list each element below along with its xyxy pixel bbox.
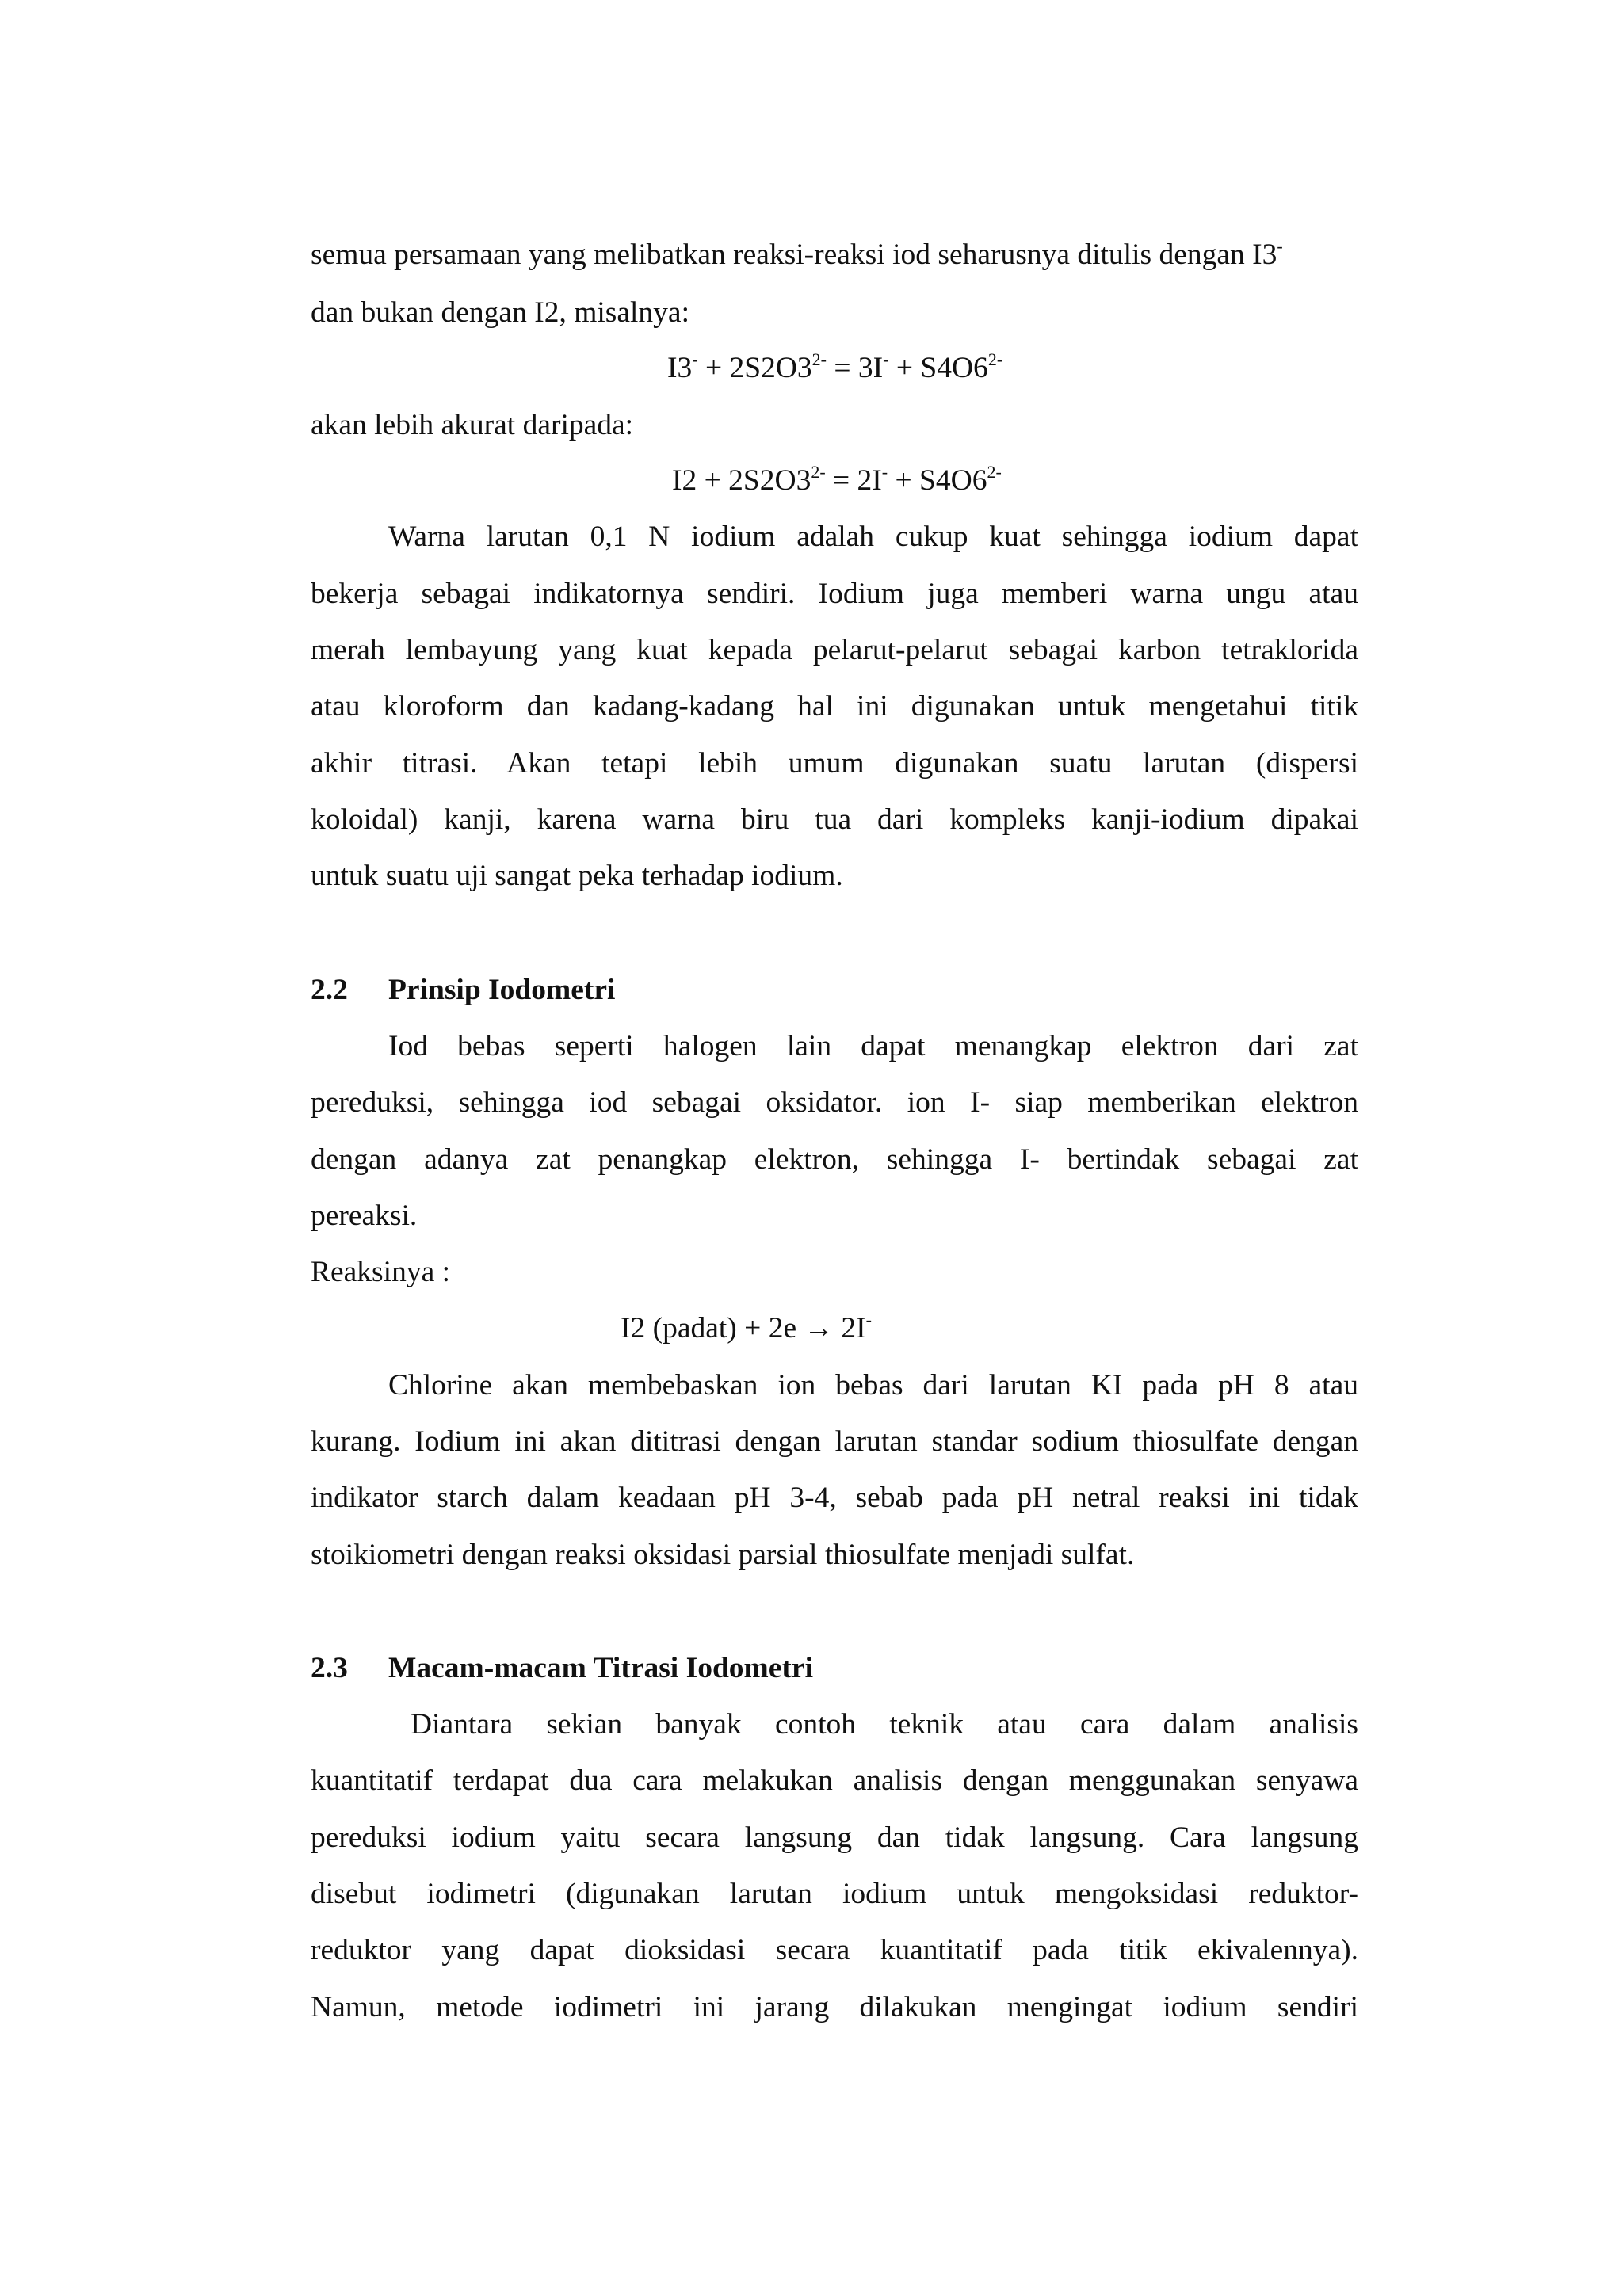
paragraph-1-line: Warna larutan 0,1 N iodium adalah cukup kuat sehingga iodium dapat bbox=[388, 521, 1358, 553]
equation-1-term: I3 bbox=[667, 352, 693, 384]
equation-3-term: I2 (padat) + 2e → 2I bbox=[621, 1312, 866, 1344]
equation-2-term: I2 + 2S2O3 bbox=[672, 464, 812, 497]
equation-1-superscript: - bbox=[883, 349, 889, 369]
section-heading-2-3 bbox=[311, 1649, 813, 1688]
section-number: 2.3 bbox=[311, 1652, 348, 1684]
paragraph-1-line: merah lembayung yang kuat kepada pelarut-pelarut sebagai karbon tetraklorida bbox=[311, 634, 1358, 666]
equation-2-term: = 2I bbox=[825, 464, 882, 497]
equation-1-superscript: 2- bbox=[987, 349, 1003, 369]
paragraph-1-line: koloidal) kanji, karena warna biru tua dari kompleks kanji-iodium dipakai bbox=[311, 803, 1358, 836]
equation-1-term: = 3I bbox=[827, 352, 884, 384]
paragraph-4-line: pereduksi iodium yaitu secara langsung dan tidak langsung. Cara langsung bbox=[311, 1821, 1358, 1854]
equation-2-term: + S4O6 bbox=[888, 464, 987, 497]
paragraph-1-line: akhir titrasi. Akan tetapi lebih umum digunakan suatu larutan (dispersi bbox=[311, 747, 1358, 780]
paragraph-4-line: Diantara sekian banyak contoh teknik atau cara dalam analisis bbox=[411, 1708, 1358, 1741]
equation-2-superscript: 2- bbox=[811, 462, 826, 482]
paragraph-4-line: disebut iodimetri (digunakan larutan iodium untuk mengoksidasi reduktor- bbox=[311, 1878, 1358, 1910]
paragraph-1-line: atau kloroform dan kadang-kadang hal ini digunakan untuk mengetahui titik bbox=[311, 690, 1358, 723]
equation-1-superscript: 2- bbox=[812, 349, 827, 369]
paragraph-3-line: kurang. Iodium ini akan dititrasi dengan larutan standar sodium thiosulfate dengan bbox=[311, 1425, 1358, 1458]
equation-2 bbox=[672, 461, 1002, 501]
paragraph-4-line: kuantitatif terdapat dua cara melakukan analisis dengan menggunakan senyawa bbox=[311, 1764, 1358, 1797]
paragraph-3-line: indikator starch dalam keadaan pH 3-4, sebab pada pH netral reaksi ini tidak bbox=[311, 1482, 1358, 1514]
equation-2-superscript: - bbox=[881, 462, 888, 482]
equation-1 bbox=[667, 349, 1002, 388]
between-text: akan lebih akurat daripada: bbox=[311, 409, 634, 441]
paragraph-1-line: bekerja sebagai indikatornya sendiri. Iodium juga memberi warna ungu atau bbox=[311, 578, 1358, 610]
equation-1-superscript: - bbox=[692, 349, 698, 369]
paragraph-1-line: untuk suatu uji sangat peka terhadap iodium. bbox=[311, 860, 843, 892]
intro-line-2: dan bukan dengan I2, misalnya: bbox=[311, 296, 689, 329]
paragraph-3-line: Chlorine akan membebaskan ion bebas dari larutan KI pada pH 8 atau bbox=[388, 1369, 1358, 1402]
paragraph-2-line: Iod bebas seperti halogen lain dapat menangkap elektron dari zat bbox=[388, 1030, 1358, 1062]
paragraph-4-line: reduktor yang dapat dioksidasi secara kuantitatif pada titik ekivalennya). bbox=[311, 1934, 1358, 1966]
section-number: 2.2 bbox=[311, 974, 348, 1006]
paragraph-4-line: Namun, metode iodimetri ini jarang dilakukan mengingat iodium sendiri bbox=[311, 1991, 1358, 2023]
section-title: Macam-macam Titrasi Iodometri bbox=[388, 1652, 813, 1684]
section-heading-2-2 bbox=[311, 971, 615, 1010]
intro-line-1-text: semua persamaan yang melibatkan reaksi-reaksi iod seharusnya ditulis dengan I3 bbox=[311, 238, 1277, 271]
reaksinya-label: Reaksinya : bbox=[311, 1256, 451, 1288]
intro-line-1-superscript: - bbox=[1277, 236, 1283, 256]
equation-2-superscript: 2- bbox=[987, 462, 1002, 482]
paragraph-2-line: dengan adanya zat penangkap elektron, sehingga I- bertindak sebagai zat bbox=[311, 1143, 1358, 1176]
equation-3-superscript: - bbox=[865, 1310, 872, 1329]
section-title: Prinsip Iodometri bbox=[388, 974, 616, 1006]
paragraph-2-line: pereaksi. bbox=[311, 1199, 418, 1232]
equation-3 bbox=[621, 1309, 872, 1348]
equation-1-term: + 2S2O3 bbox=[697, 352, 812, 384]
equation-1-term: + S4O6 bbox=[888, 352, 988, 384]
paragraph-3-line: stoikiometri dengan reaksi oksidasi parsial thiosulfate menjadi sulfat. bbox=[311, 1539, 1135, 1571]
intro-line-1 bbox=[311, 235, 1358, 275]
paragraph-2-line: pereduksi, sehingga iod sebagai oksidator. ion I- siap memberikan elektron bbox=[311, 1086, 1358, 1119]
